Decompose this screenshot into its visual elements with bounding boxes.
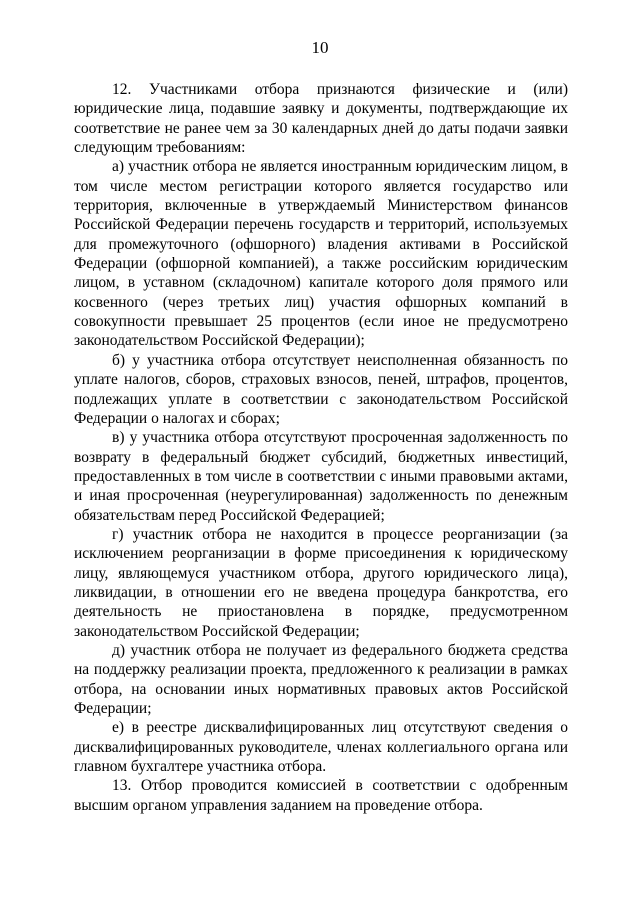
paragraph-requirement-d: д) участник отбора не получает из федерального бюджета средства на поддержку реализации проекта, предложенного к реализации в рамках отбора, на основании иных нормативных правовых актов Российской Федерации;	[74, 641, 568, 717]
document-body	[74, 80, 568, 815]
paragraph-requirement-a: а) участник отбора не является иностранным юридическим лицом, в том числе местом регистрации которого является государство или территория, включенные в утверждаемый Министерством финансов Российской Федерации перечень государств и территорий, используемых для промежуточного (офшорного) владения активами в Российской Федерации (офшорной компанией), а также российским юридическим лицом, в уставном (складочном) капитале которого доля прямого или косвенного (через третьих лиц) участия офшорных компаний в совокупности превышает 25 процентов (если иное не предусмотрено законодательством Российской Федерации);	[74, 158, 568, 350]
paragraph-requirement-v: в) у участника отбора отсутствуют просроченная задолженность по возврату в федеральный бюджет субсидий, бюджетных инвестиций, предоставленных в том числе в соответствии с иными правовыми актами, и иная просроченная (неурегулированная) задолженность по денежным обязательствам перед Российской Федерацией;	[74, 429, 568, 524]
page-number: 10	[311, 38, 329, 57]
paragraph-requirement-g: г) участник отбора не находится в процессе реорганизации (за исключением реорганизации в форме присоединения к юридическому лицу, являющемуся участником отбора, другого юридического лица), ликвидации, в отношении его не введена процедура банкротства, его деятельность не приостановлена в порядке, предусмотренном законодательством Российской Федерации;	[74, 525, 568, 640]
paragraph-13-commission: 13. Отбор проводится комиссией в соответствии с одобренным высшим органом управления заданием на проведение отбора.	[74, 777, 568, 814]
paragraph-requirement-b: б) у участника отбора отсутствует неисполненная обязанность по уплате налогов, сборов, страховых взносов, пеней, штрафов, процентов, подлежащих уплате в соответствии с законодательством Российской Федерации о налогах и сборах;	[74, 351, 568, 427]
paragraph-requirement-e: е) в реестре дисквалифицированных лиц отсутствуют сведения о дисквалифицированных руководителе, членах коллегиального органа или главном бухгалтере участника отбора.	[74, 719, 568, 776]
paragraph-12-participants: 12. Участниками отбора признаются физические и (или) юридические лица, подавшие заявку и документы, подтверждающие их соответствие не ранее чем за 30 календарных дней до даты подачи заявки следующим требованиям:	[74, 81, 568, 157]
